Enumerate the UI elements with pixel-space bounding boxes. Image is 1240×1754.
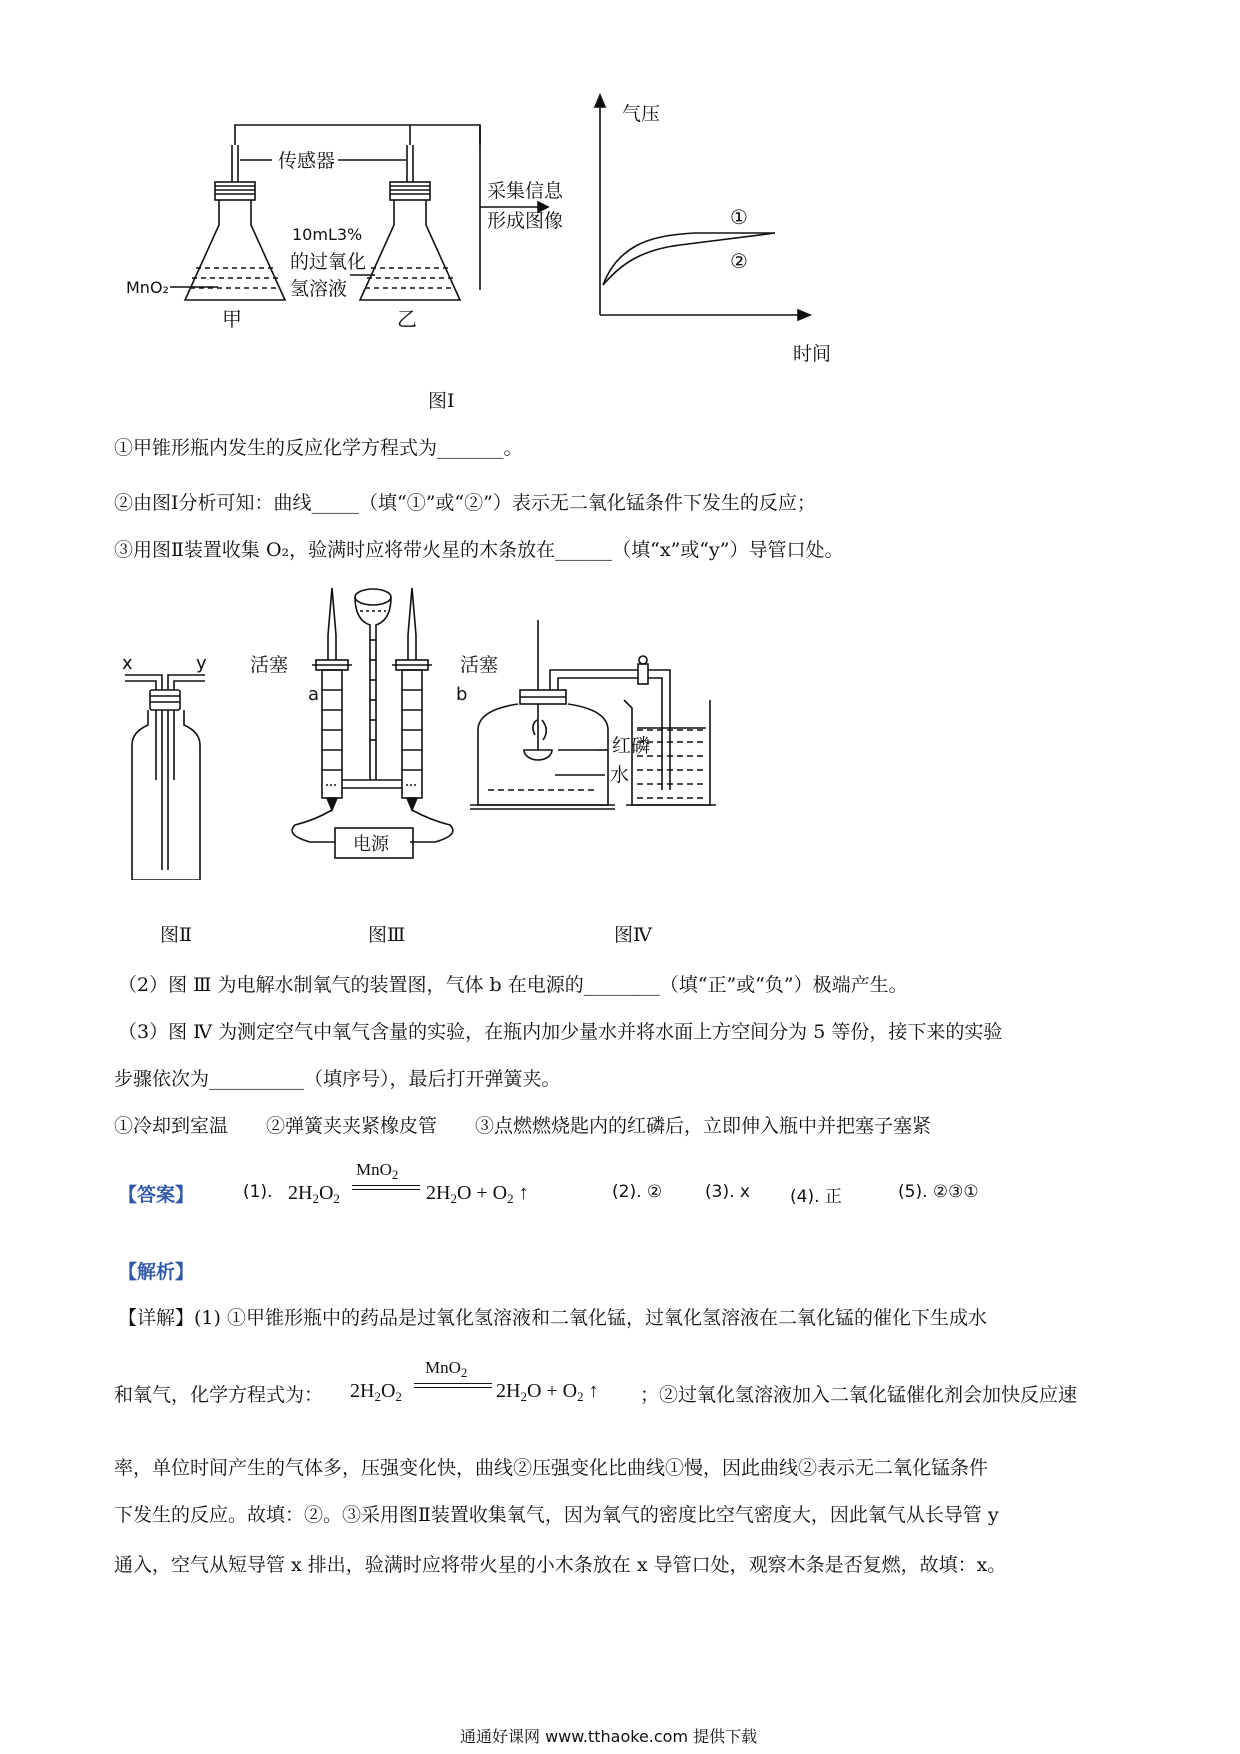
- analysis-line-5: 通入，空气从短导管 x 排出，验满时应将带火星的小木条放在 x 导管口处，观察木条是否复燃，故填：x。: [114, 1554, 1007, 1576]
- analysis-line-4: 下发生的反应。故填：②。③采用图Ⅱ装置收集氧气，因为氧气的密度比空气密度大，因此氧气从长导管 y: [114, 1504, 999, 1526]
- analysis-line-3: 率，单位时间产生的气体多，压强变化快，曲线②压强变化比曲线①慢，因此曲线②表示无二氧化锰条件: [114, 1457, 989, 1479]
- analysis-tag: 【解析】: [118, 1261, 195, 1283]
- fig2-x-label: x: [122, 653, 133, 674]
- fig2-y-label: y: [196, 653, 207, 674]
- answer-2: (2). ②: [612, 1182, 663, 1202]
- solution-label-2: 的过氧化: [290, 251, 367, 273]
- question-2: （2）图 Ⅲ 为电解水制氧气的装置图，气体 b 在电源的________（填“正”或“负”）极端产生。: [118, 974, 908, 996]
- collect-label-2: 形成图像: [487, 210, 564, 232]
- figure-4-caption: 图Ⅳ: [614, 924, 652, 946]
- analysis-line-2-prefix: 和氧气，化学方程式为：: [114, 1384, 324, 1406]
- analysis-line-1: 【详解】(1) ①甲锥形瓶中的药品是过氧化氢溶液和二氧化锰，过氧化氢溶液在二氧化锰的催化下生成水: [118, 1307, 987, 1329]
- analysis-equation: MnO$_2$ $2H_2O_2$ $2H_2O + O_2$ ↑: [350, 1358, 599, 1404]
- answer-4: (4). 正: [790, 1187, 842, 1207]
- answer-tag: 【答案】: [118, 1184, 195, 1206]
- answer-5: (5). ②③①: [898, 1182, 979, 1202]
- solution-label-3: 氢溶液: [290, 278, 348, 300]
- curve-2-label: ②: [730, 249, 748, 273]
- question-1-1: ①甲锥形瓶内发生的反应化学方程式为_______。: [114, 437, 523, 459]
- answer-3: (3). x: [705, 1182, 750, 1202]
- stopcock-right-label: 活塞: [460, 654, 499, 676]
- question-1-2: ②由图Ⅰ分析可知：曲线_____（填“①”或“②”）表示无二氧化锰条件下发生的反应；: [114, 492, 816, 514]
- figure-3-caption: 图Ⅲ: [368, 924, 406, 946]
- stopcock-left-label: 活塞: [250, 654, 289, 676]
- flask-a-label: 甲: [222, 307, 242, 331]
- figure-2-caption: 图Ⅱ: [160, 924, 192, 946]
- question-3-line-2: 步骤依次为__________（填序号），最后打开弹簧夹。: [114, 1068, 561, 1090]
- figure-1-diagram: [100, 90, 860, 420]
- answer-1-equation: MnO$_2$ $2H_2O_2$ $2H_2O + O_2$ ↑: [288, 1160, 529, 1206]
- tube-a-label: a: [308, 684, 320, 705]
- power-label: 电源: [353, 834, 389, 855]
- question-3-options: ①冷却到室温 ②弹簧夹夹紧橡皮管 ③点燃燃烧匙内的红磷后，立即伸入瓶中并把塞子塞紧: [114, 1115, 932, 1137]
- question-3-line-1: （3）图 Ⅳ 为测定空气中氧气含量的实验，在瓶内加少量水并将水面上方空间分为 5 等份，接下来的实验: [118, 1021, 1003, 1043]
- sensor-label: 传感器: [278, 150, 336, 172]
- y-axis-label: 气压: [622, 103, 661, 125]
- phosphorus-label: 红磷: [612, 735, 651, 757]
- tube-b-label: b: [456, 684, 468, 705]
- x-axis-label: 时间: [793, 343, 832, 365]
- mno2-label: MnO₂: [126, 278, 169, 297]
- analysis-line-2-suffix: ；②过氧化氢溶液加入二氧化锰催化剂会加快反应速: [640, 1384, 1078, 1406]
- water-label: 水: [610, 764, 630, 786]
- answer-1-prefix: (1).: [243, 1182, 273, 1202]
- question-1-3: ③用图Ⅱ装置收集 O₂，验满时应将带火星的木条放在______（填“x”或“y”）导管口处。: [114, 539, 844, 561]
- flask-b-label: 乙: [397, 307, 417, 331]
- collect-label-1: 采集信息: [487, 180, 564, 202]
- curve-1-label: ①: [730, 205, 748, 229]
- solution-label-1: 10mL3%: [292, 225, 363, 244]
- footer-source: 通通好课网 www.tthaoke.com 提供下载: [460, 1727, 758, 1746]
- figure-2-4-diagrams: [110, 580, 1070, 880]
- figure-1-caption: 图Ⅰ: [428, 390, 455, 412]
